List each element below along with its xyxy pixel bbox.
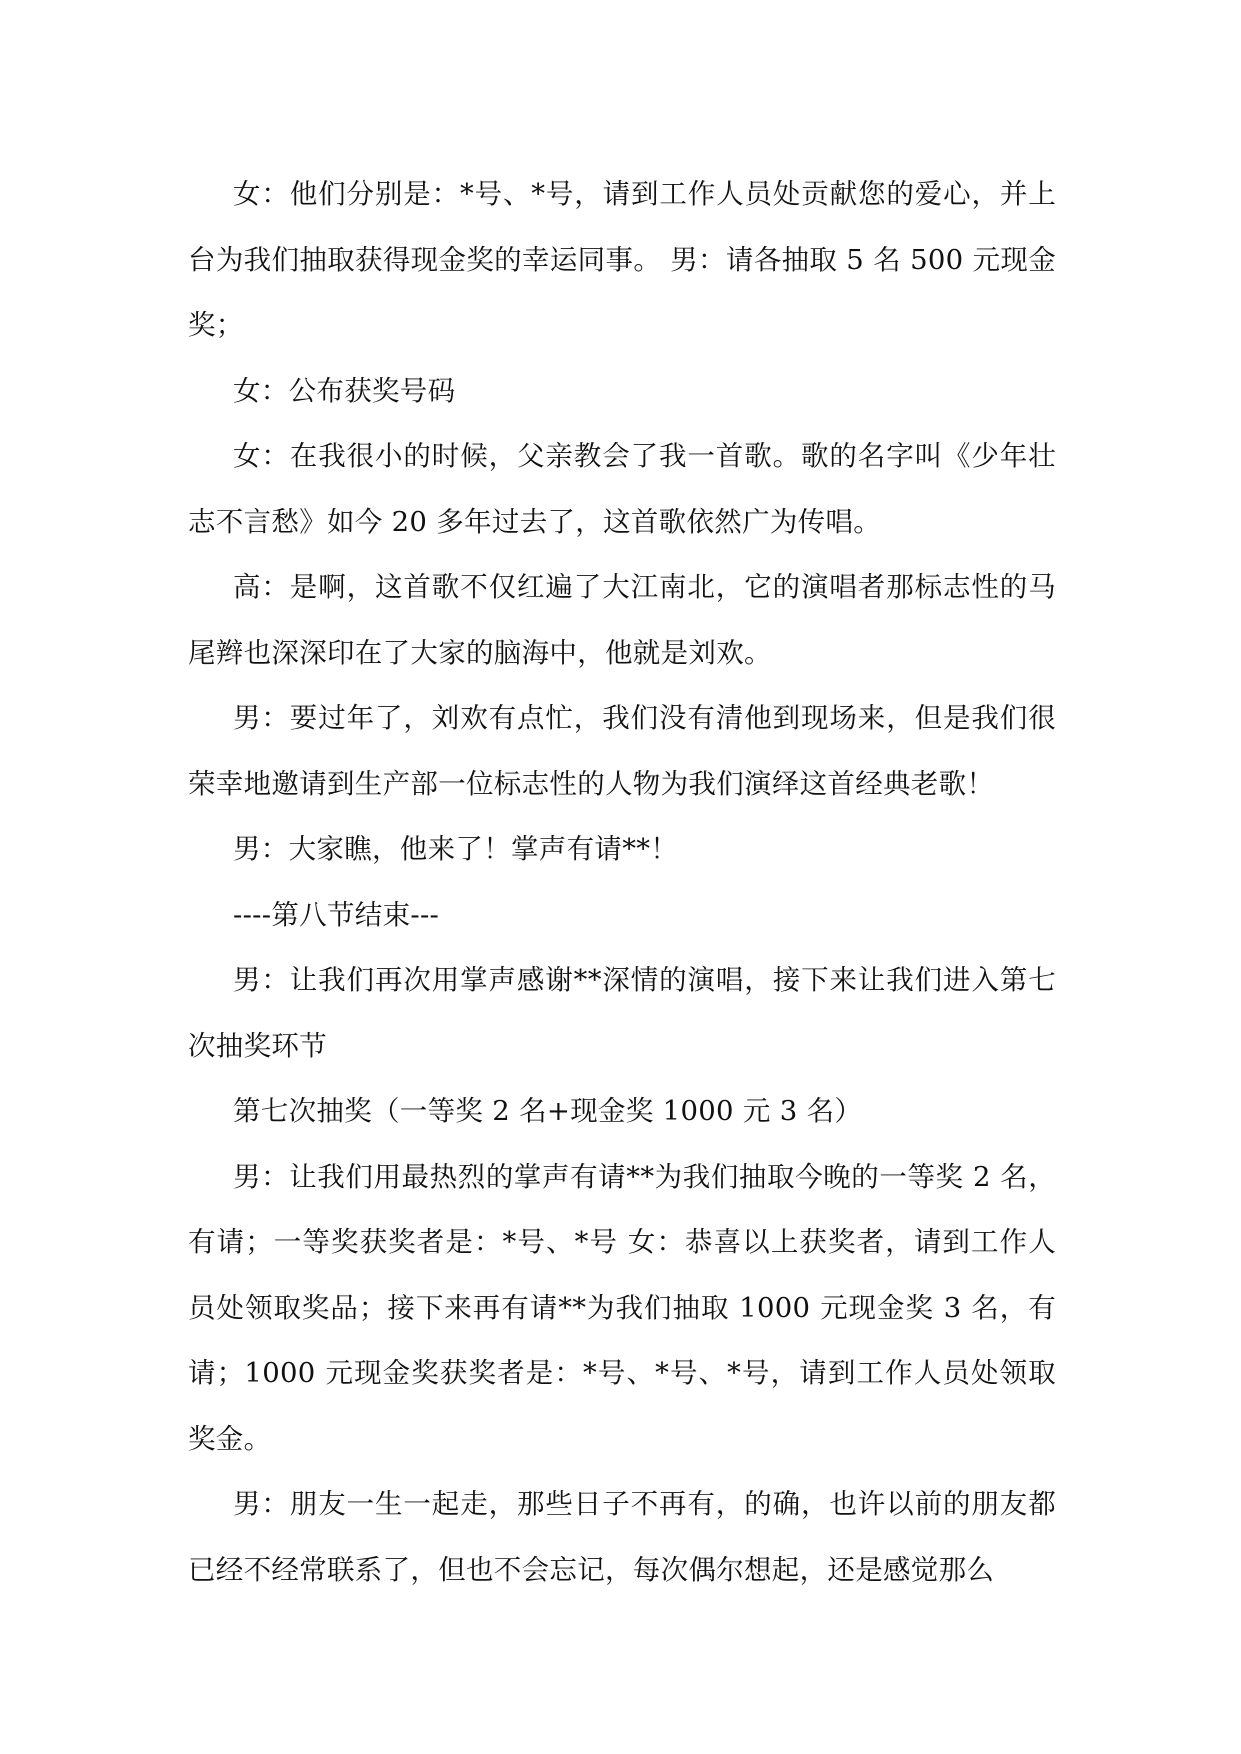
paragraph-6: 男：大家瞧，他来了！掌声有请**！	[233, 833, 679, 865]
paragraph-5: 男：要过年了，刘欢有点忙，我们没有清他到现场来，但是我们很荣幸地邀请到生产部一位标志性的人物为我们演绎这首经典老歌！	[188, 702, 1056, 800]
paragraph-2: 女：公布获奖号码	[233, 374, 456, 407]
paragraph-11: 男：朋友一生一起走，那些日子不再有，的确，也许以前的朋友都已经不经常联系了，但也不会忘记，每次偶尔想起，还是感觉那么	[188, 1488, 1056, 1586]
document-body	[188, 162, 1056, 1603]
paragraph-3: 女：在我很小的时候，父亲教会了我一首歌。歌的名字叫《少年壮志不言愁》如今 20 多年过去了，这首歌依然广为传唱。	[188, 440, 1056, 538]
section-end-marker: ----第八节结束---	[233, 898, 440, 931]
paragraph-1: 女：他们分别是：*号、*号，请到工作人员处贡献您的爱心，并上台为我们抽取获得现金奖的幸运同事。 男：请各抽取 5 名 500 元现金奖；	[188, 178, 1056, 341]
paragraph-4: 高：是啊，这首歌不仅红遍了大江南北，它的演唱者那标志性的马尾辫也深深印在了大家的脑海中，他就是刘欢。	[188, 571, 1056, 669]
paragraph-8: 男：让我们再次用掌声感谢**深情的演唱，接下来让我们进入第七次抽奖环节	[188, 964, 1056, 1062]
paragraph-10: 男：让我们用最热烈的掌声有请**为我们抽取今晚的一等奖 2 名，有请；一等奖获奖者是：*号、*号 女：恭喜以上获奖者，请到工作人员处领取奖品；接下来再有请**为我们抽取 1000 元现金奖 3 名，有请；1000 元现金奖获奖者是：*号、*号、*号，请到工作人员处领取奖金。	[188, 1160, 1056, 1455]
section-heading: 第七次抽奖（一等奖 2 名+现金奖 1000 元 3 名）	[233, 1095, 863, 1127]
